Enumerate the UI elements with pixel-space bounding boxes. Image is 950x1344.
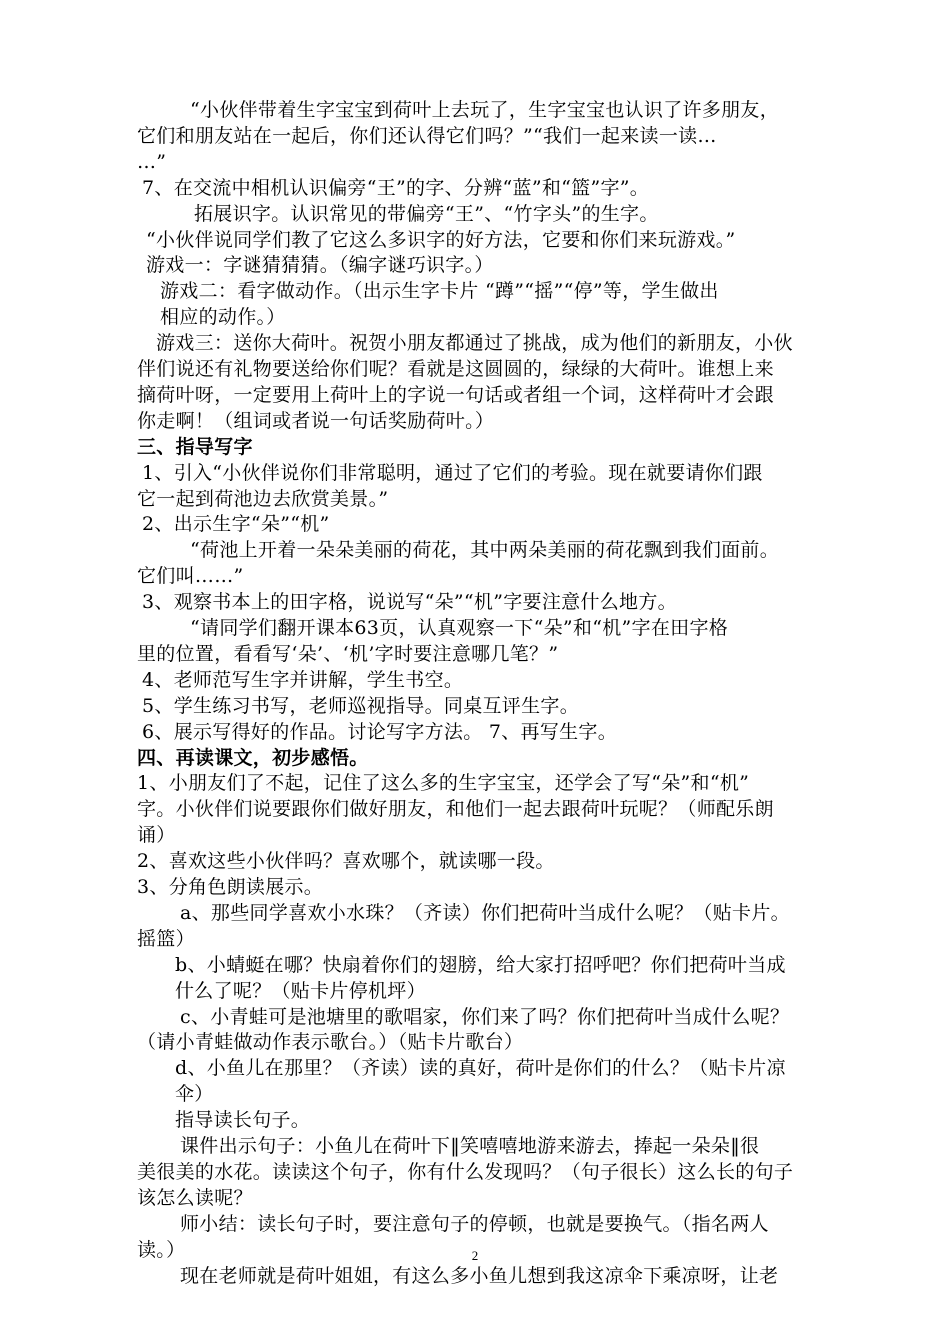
text-line: “荷池上开着一朵朵美丽的荷花，其中两朵美丽的荷花飘到我们面前。 — [190, 539, 780, 562]
text-line: 摇篮） — [137, 927, 195, 950]
section-heading: 三、指导写字 — [137, 435, 253, 458]
text-line: 该怎么读呢？ — [137, 1186, 253, 1209]
text-line: b、小蜻蜓在哪？快扇着你们的翅膀，给大家打招呼吧？你们把荷叶当成 — [175, 953, 786, 976]
text-line: 什么了呢？（贴卡片停机坪） — [175, 979, 426, 1002]
text-line: 诵） — [137, 824, 176, 847]
text-line: 读。） — [137, 1238, 186, 1261]
text-line: 2、喜欢这些小伙伴吗？喜欢哪个，就读哪一段。 — [137, 850, 555, 873]
text-line: 游戏二：看字做动作。（出示生字卡片 “蹲”“摇”“停”等，学生做出 — [160, 280, 719, 303]
text-line: 相应的动作。） — [160, 306, 286, 329]
text-line: 拓展识字。认识常见的带偏旁“王”、“竹字头”的生字。 — [194, 202, 659, 225]
text-line: （请小青蛙做动作表示歌台。）（贴卡片歌台） — [137, 1031, 524, 1054]
text-line: 1、小朋友们了不起，记住了这么多的生字宝宝，还学会了写“朵”和“机” — [137, 772, 750, 795]
text-line: 指导读长句子。 — [175, 1109, 311, 1132]
text-line: “小伙伴带着生字宝宝到荷叶上去玩了，生字宝宝也认识了许多朋友， — [190, 99, 780, 121]
text-line: d、小鱼儿在那里？（齐读）读的真好，荷叶是你们的什么？（贴卡片凉 — [175, 1057, 786, 1080]
text-line: 3、分角色朗读展示。 — [137, 876, 324, 898]
text-line: 1、引入“小伙伴说你们非常聪明，通过了它们的考验。现在就要请你们跟 — [142, 461, 763, 484]
text-line: “请同学们翻开课本63页，认真观察一下“朵”和“机”字在田字格 — [190, 617, 729, 639]
text-line: 课件出示句子：小鱼儿在荷叶下‖笑嘻嘻地游来游去，捧起一朵朵‖很 — [180, 1135, 760, 1157]
text-line: 伴们说还有礼物要送给你们呢？看就是这圆圆的，绿绿的大荷叶。谁想上来 — [137, 358, 774, 380]
text-line: 7、在交流中相机认识偏旁“王”的字、分辨“蓝”和“篮”字”。 — [142, 176, 650, 199]
text-line: a、那些同学喜欢小水珠？（齐读）你们把荷叶当成什么呢？（贴卡片。 — [180, 901, 790, 924]
text-line: 你走啊！（组词或者说一句话奖励荷叶。） — [137, 409, 495, 432]
text-line: 它们和朋友站在一起后，你们还认得它们吗？”“我们一起来读一读… — [137, 124, 717, 147]
text-line: 6、展示写得好的作品。讨论写字方法。 7、再写生字。 — [142, 720, 618, 743]
text-line: 它一起到荷池边去欣赏美景。” — [137, 487, 389, 510]
text-line: 里的位置，看看写‘朵’、‘机’字时要注意哪几笔？” — [137, 642, 559, 665]
text-line: c、小青蛙可是池塘里的歌唱家，你们来了吗？你们把荷叶当成什么呢？ — [180, 1005, 790, 1028]
text-line: 师小结：读长句子时，要注意句子的停顿，也就是要换气。（指名两人 — [180, 1212, 769, 1235]
text-line: 伞） — [175, 1083, 214, 1106]
section-heading: 四、再读课文，初步感悟。 — [137, 746, 369, 769]
text-line: 摘荷叶呀，一定要用上荷叶上的字说一句话或者组一个词，这样荷叶才会跟 — [137, 383, 774, 406]
text-line: 现在老师就是荷叶姐姐，有这么多小鱼儿想到我这凉伞下乘凉呀，让老 — [180, 1264, 779, 1287]
text-line: 游戏三：送你大荷叶。祝贺小朋友都通过了挑战，成为他们的新朋友，小伙 — [156, 332, 793, 355]
text-line: …” — [137, 150, 167, 173]
text-line: 字。小伙伴们说要跟你们做好朋友，和他们一起去跟荷叶玩呢？（师配乐朗 — [137, 798, 774, 821]
text-line: “小伙伴说同学们教了它这么多识字的好方法，它要和你们来玩游戏。” — [146, 228, 736, 251]
text-line: 它们叫……” — [137, 565, 244, 588]
text-line: 3、观察书本上的田字格，说说写“朵”“机”字要注意什么地方。 — [142, 591, 677, 614]
text-line: 美很美的水花。读读这个句子，你有什么发现吗？（句子很长）这么长的句子 — [137, 1160, 794, 1183]
text-line: 2、出示生字“朵”“机” — [142, 513, 330, 536]
text-line: 5、学生练习书写，老师巡视指导。同桌互评生字。 — [142, 694, 579, 717]
page-number: 2 — [471, 1248, 479, 1263]
text-line: 游戏一：字谜猜猜猜。（编字谜巧识字。） — [146, 254, 494, 277]
text-line: 4、老师范写生字并讲解，学生书空。 — [142, 668, 464, 691]
